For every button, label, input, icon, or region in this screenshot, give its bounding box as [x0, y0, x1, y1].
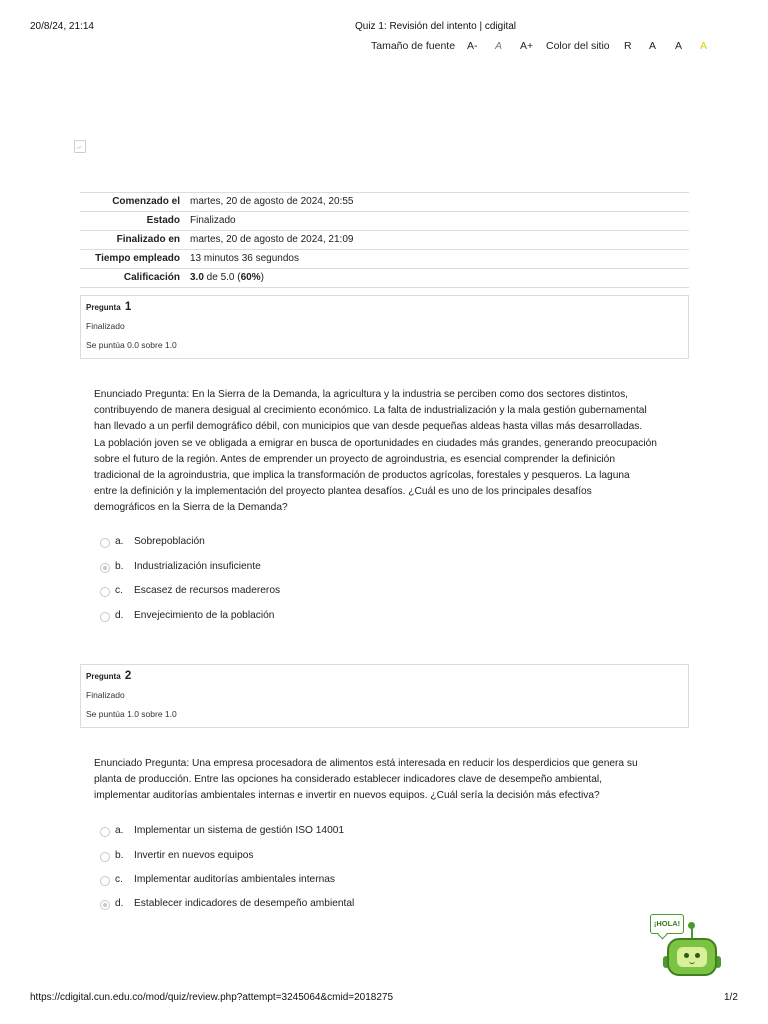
- question-2-info: [80, 664, 689, 728]
- radio-icon[interactable]: [100, 538, 110, 548]
- summary-label: Tiempo empleado: [95, 253, 180, 264]
- option-text: Envejecimiento de la población: [134, 610, 275, 621]
- summary-value: martes, 20 de agosto de 2024, 20:55: [190, 196, 354, 207]
- radio-icon[interactable]: [100, 612, 110, 622]
- option-letter: d.: [115, 898, 124, 909]
- radio-checked-icon[interactable]: [100, 563, 110, 573]
- option-text: Escasez de recursos madereros: [134, 585, 281, 596]
- summary-value: Finalizado: [190, 215, 236, 226]
- question-state: Finalizado: [86, 321, 125, 331]
- option-letter: d.: [115, 610, 124, 621]
- font-size-label: Tamaño de fuente: [371, 40, 456, 52]
- question-label: Pregunta: [86, 672, 121, 681]
- option-letter: c.: [115, 585, 123, 596]
- grade-close: ): [260, 272, 264, 283]
- font-reset-button[interactable]: A: [495, 40, 503, 52]
- color-option-1-button[interactable]: A: [649, 40, 657, 52]
- summary-row-grade: [80, 269, 689, 288]
- print-document-title: Quiz 1: Revisión del intento | cdigital: [355, 21, 517, 32]
- radio-icon[interactable]: [100, 876, 110, 886]
- summary-label: Finalizado en: [116, 234, 180, 245]
- question-1-text: [94, 387, 674, 517]
- question-text-line: han llevado a un perfil demográfico débil, con municipios que van desde pequeñas aldeas hasta villas más desarrolladas.: [94, 421, 643, 433]
- question-number: 2: [124, 670, 132, 682]
- question-grade: Se puntúa 0.0 sobre 1.0: [86, 340, 177, 350]
- summary-value: martes, 20 de agosto de 2024, 21:09: [190, 234, 354, 245]
- option-text: Invertir en nuevos equipos: [134, 850, 254, 861]
- question-grade: Se puntúa 1.0 sobre 1.0: [86, 709, 177, 719]
- option-letter: b.: [115, 850, 124, 861]
- question-text-line: contribuyendo de manera desigual al crecimiento económico. La falta de industrialización y la mala gestión gubernamental: [94, 405, 647, 417]
- grade-max: de 5.0 (: [203, 272, 241, 283]
- print-footer-url: https://cdigital.cun.edu.co/mod/quiz/review.php?attempt=3245064&cmid=2018275: [30, 992, 394, 1003]
- option-text: Sobrepoblación: [134, 536, 205, 547]
- color-option-2-button[interactable]: A: [675, 40, 683, 52]
- print-datetime: 20/8/24, 21:14: [30, 21, 94, 32]
- option-letter: c.: [115, 874, 123, 885]
- summary-label: Estado: [146, 215, 180, 226]
- question-label: Pregunta: [86, 303, 121, 312]
- option-text: Industrialización insuficiente: [134, 561, 261, 572]
- broken-image-icon: [74, 140, 86, 153]
- summary-value: [185, 269, 689, 288]
- color-reset-button[interactable]: R: [624, 40, 632, 52]
- summary-value: 13 minutos 36 segundos: [190, 253, 299, 264]
- grade-percent: 60%: [240, 272, 261, 283]
- option-text: Implementar auditorías ambientales internas: [134, 874, 336, 885]
- question-text-line: planta de producción. Entre las opciones ha considerado establecer indicadores clave de desempeño ambiental,: [94, 774, 603, 786]
- question-text-line: Enunciado Pregunta: Una empresa procesadora de alimentos está interesada en reducir los desperdicios que genera su: [94, 758, 638, 769]
- option-letter: a.: [115, 825, 124, 836]
- question-text-line: Enunciado Pregunta: En la Sierra de la Demanda, la agricultura y la industria se perciben como dos sectores distintos,: [94, 389, 629, 400]
- color-option-3-button[interactable]: A: [700, 40, 708, 52]
- option-text: Implementar un sistema de gestión ISO 14001: [134, 825, 345, 836]
- chatbot-greeting-bubble: ¡HOLA!: [650, 914, 684, 934]
- print-page-number: 1/2: [724, 992, 738, 1003]
- option-text: Establecer indicadores de desempeño ambiental: [134, 898, 355, 909]
- question-text-line: implementar auditorías ambientales internas e invertir en nuevos equipos. ¿Cuál sería la decisión más efectiva?: [94, 790, 600, 802]
- option-letter: b.: [115, 561, 124, 572]
- robot-chatbot-icon[interactable]: [646, 912, 726, 982]
- question-text-line: demográficos en la Sierra de la Demanda?: [94, 502, 288, 514]
- question-state: Finalizado: [86, 690, 125, 700]
- font-smaller-button[interactable]: A-: [467, 40, 478, 52]
- summary-row-state: [80, 212, 689, 231]
- radio-icon[interactable]: [100, 852, 110, 862]
- question-text-line: entre la definición y la implementación del proyecto plantea desafíos. ¿Cuál es uno de los principales desafíos: [94, 486, 592, 498]
- grade-score: 3.0: [190, 272, 204, 283]
- question-text-line: sobre el futuro de la región. Antes de emprender un proyecto de agroindustria, es esencial comprender la definición: [94, 453, 616, 465]
- summary-label: Calificación: [123, 272, 180, 283]
- radio-icon[interactable]: [100, 587, 110, 597]
- summary-row-started: [80, 193, 689, 212]
- radio-checked-icon[interactable]: [100, 900, 110, 910]
- question-1-info: [80, 295, 689, 359]
- attempt-summary-table: [80, 192, 689, 288]
- site-color-label: Color del sitio: [546, 40, 610, 52]
- question-number: 1: [124, 301, 132, 313]
- question-2-text: [94, 756, 674, 805]
- summary-row-time-taken: [80, 250, 689, 269]
- radio-icon[interactable]: [100, 827, 110, 837]
- question-text-line: tradicional de la agroindustria, que implica la transformación de productos agrícolas, forestales y pesqueros. La laguna: [94, 470, 630, 482]
- summary-row-finished: [80, 231, 689, 250]
- question-text-line: La población joven se ve obligada a emigrar en busca de oportunidades en ciudades más grandes, generando preocupación: [94, 437, 657, 449]
- font-larger-button[interactable]: A+: [520, 40, 534, 52]
- summary-label: Comenzado el: [112, 196, 180, 207]
- option-letter: a.: [115, 536, 124, 547]
